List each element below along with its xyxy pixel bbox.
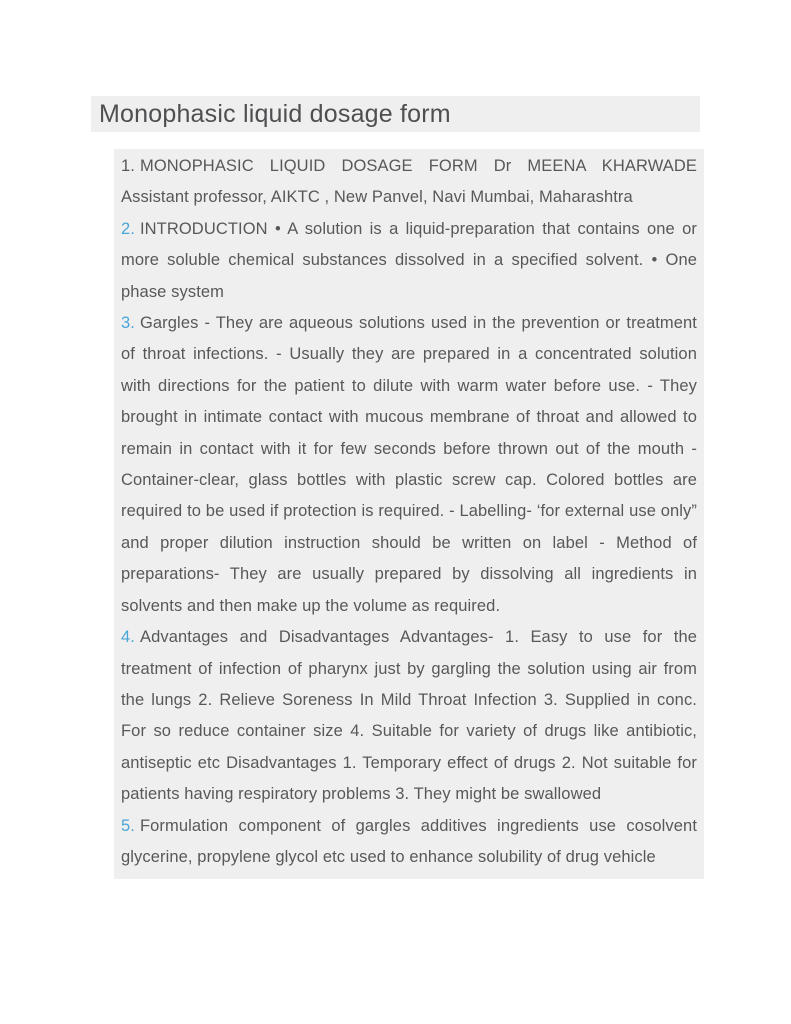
paragraph [121,214,697,308]
paragraph-number: 2. [121,219,135,238]
paragraph [121,151,697,214]
paragraph-text: INTRODUCTION • A solution is a liquid-preparation that contains one or more soluble chemical substances dissolved in a specified solvent. • One phase system [121,219,697,301]
page-title: Monophasic liquid dosage form [99,99,451,128]
title-bar [91,96,700,132]
paragraph [121,811,697,874]
paragraph [121,622,697,810]
paragraph-text: MONOPHASIC LIQUID DOSAGE FORM Dr MEENA KHARWADE Assistant professor, AIKTC , New Panvel, Navi Mumbai, Maharashtra [121,157,697,207]
paragraph-number: 5. [121,816,135,835]
content-block [114,149,704,879]
paragraph-text: Gargles - They are aqueous solutions used in the prevention or treatment of throat infections. - Usually they are prepared in a concentrated solution with directions for the patient to dilute with warm water before use. - They brought in intimate contact with mucous membrane of throat and allowed to remain in contact with it for few seconds before thrown out of the mouth - Container-clear, glass bottles with plastic screw cap. Colored bottles are required to be used if protection is required. - Labelling- ‘for external use only” and proper dilution instruction should be written on label - Method of preparations- They are usually prepared by dissolving all ingredients in solvents and then make up the volume as required. [121,314,697,615]
paragraph-text: Advantages and Disadvantages Advantages- 1. Easy to use for the treatment of infection of pharynx just by gargling the solution using air from the lungs 2. Relieve Soreness In Mild Throat Infection 3. Supplied in conc. For so reduce container size 4. Suitable for variety of drugs like antibiotic, antiseptic etc Disadvantages 1. Temporary effect of drugs 2. Not suitable for patients having respiratory problems 3. They might be swallowed [121,628,697,804]
paragraph-text: Formulation component of gargles additives ingredients use cosolvent glycerine, propylene glycol etc used to enhance solubility of drug vehicle [121,816,697,866]
paragraph-number: 3. [121,314,135,333]
paragraph-number: 4. [121,628,135,647]
paragraph [121,308,697,622]
paragraph-number: 1. [121,157,135,175]
